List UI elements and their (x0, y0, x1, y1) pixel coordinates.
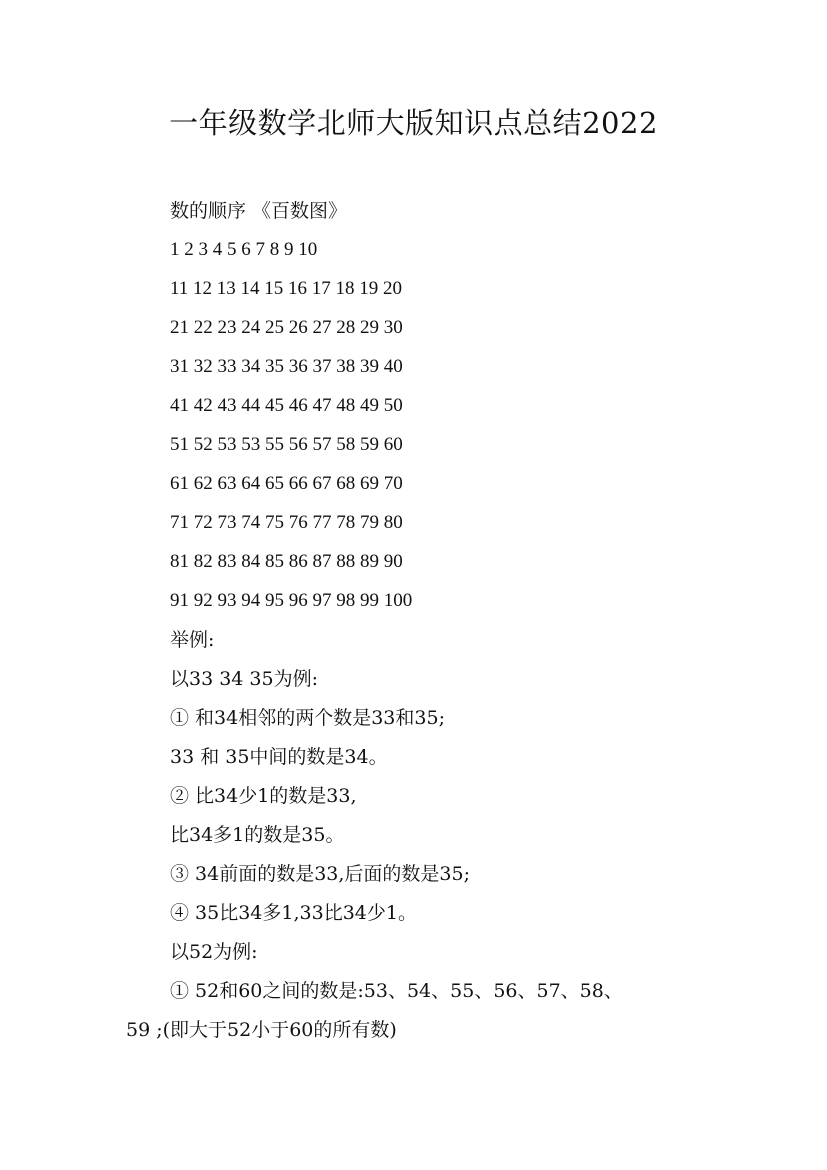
grid-row-6: 51 52 53 53 55 56 57 58 59 60 (170, 434, 403, 455)
paragraph: ③ 34前面的数是33,后面的数是35; (170, 863, 471, 885)
paragraph: ① 52和60之间的数是:53、54、55、56、57、58、 (170, 980, 623, 1002)
grid-row-4: 31 32 33 34 35 36 37 38 39 40 (170, 356, 403, 377)
grid-row-7: 61 62 63 64 65 66 67 68 69 70 (170, 473, 403, 494)
paragraph: 59 ;(即大于52小于60的所有数) (126, 1019, 397, 1041)
section-heading: 数的顺序 《百数图》 (170, 200, 348, 222)
document-title: 一年级数学北师大版知识点总结2022 (169, 106, 658, 140)
grid-row-8: 71 72 73 74 75 76 77 78 79 80 (170, 512, 403, 533)
paragraph: 以33 34 35为例: (170, 668, 319, 690)
grid-row-5: 41 42 43 44 45 46 47 48 49 50 (170, 395, 403, 416)
paragraph: ④ 35比34多1,33比34少1。 (170, 902, 417, 924)
grid-row-3: 21 22 23 24 25 26 27 28 29 30 (170, 317, 403, 338)
paragraph: ② 比34少1的数是33, (170, 785, 357, 807)
grid-row-2: 11 12 13 14 15 16 17 18 19 20 (170, 278, 403, 299)
grid-row-1: 1 2 3 4 5 6 7 8 9 10 (170, 239, 318, 260)
grid-row-10: 91 92 93 94 95 96 97 98 99 100 (170, 590, 413, 611)
paragraph: 33 和 35中间的数是34。 (170, 746, 388, 768)
grid-row-9: 81 82 83 84 85 86 87 88 89 90 (170, 551, 403, 572)
paragraph: 比34多1的数是35。 (170, 824, 345, 846)
paragraph: 举例: (170, 629, 215, 651)
paragraph: 以52为例: (170, 941, 258, 963)
paragraph: ① 和34相邻的两个数是33和35; (170, 707, 445, 729)
